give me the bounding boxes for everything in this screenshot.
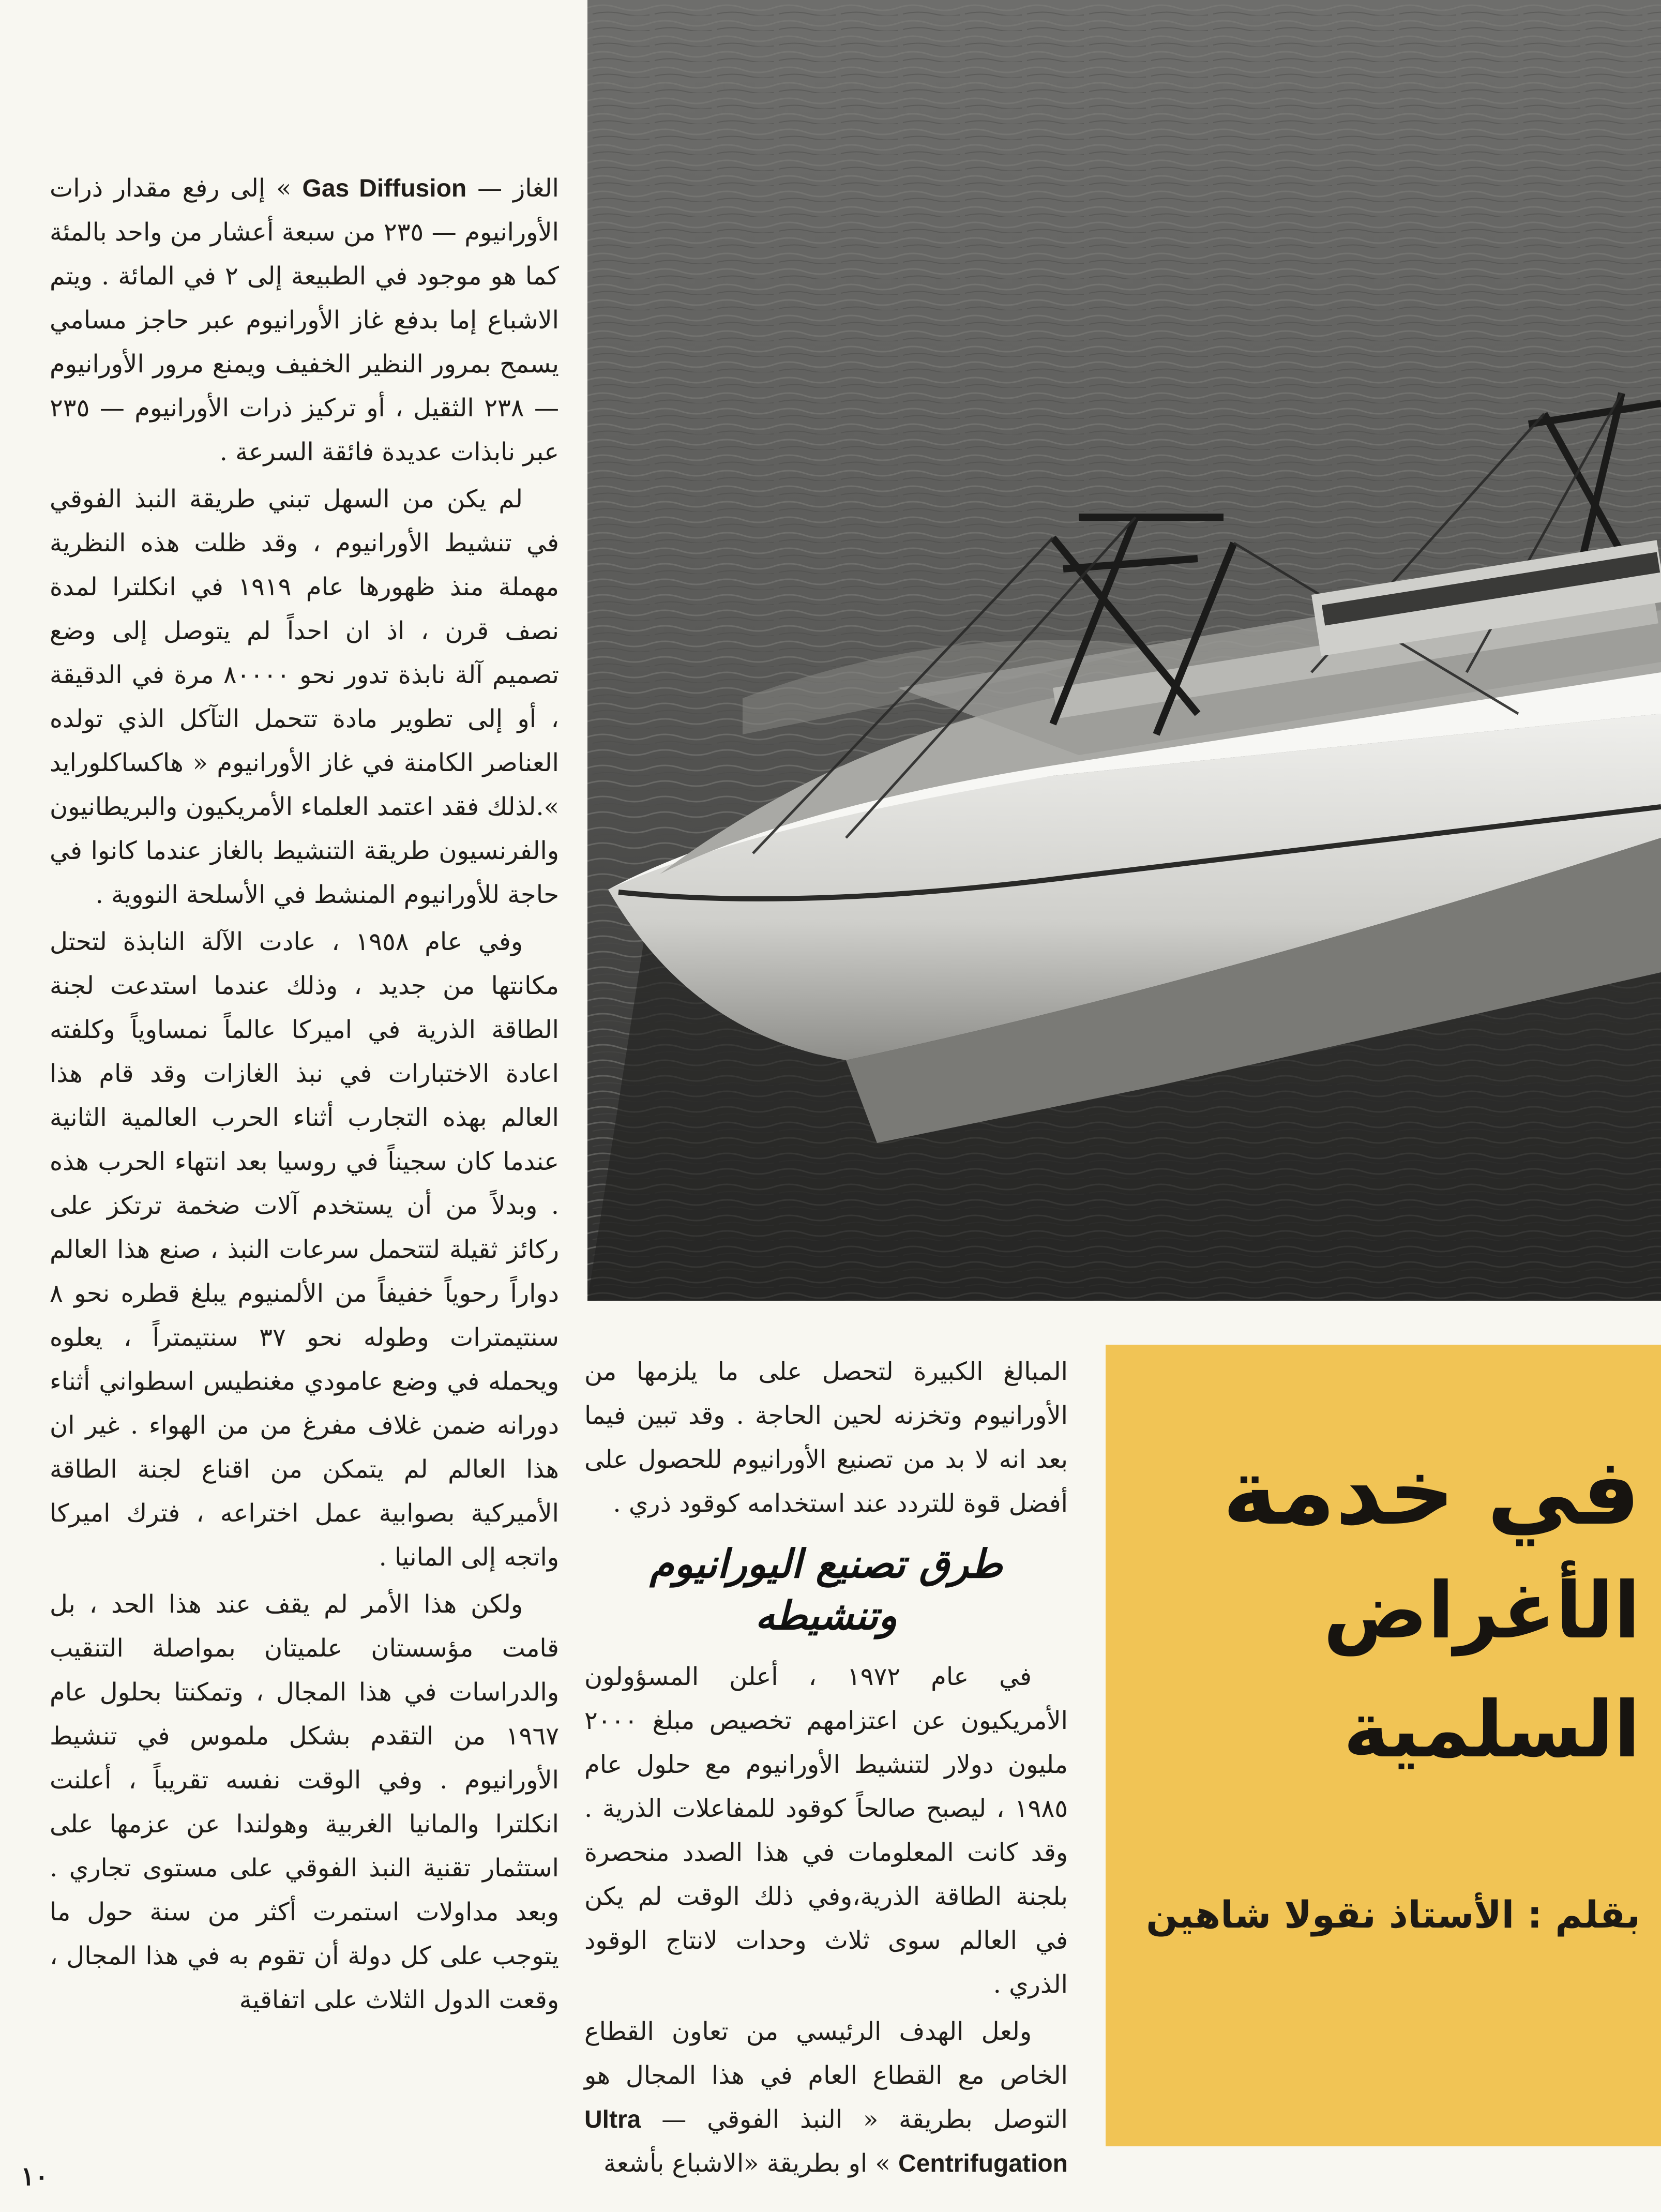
paragraph-1 [50, 167, 559, 474]
title-line-1: في خدمة [1222, 1438, 1640, 1545]
paragraph-1-rest: » إلى رفع مقدار ذرات الأورانيوم — ٢٣٥ من سبعة أعشار من واحد بالمئة كما هو موجود في الطبيعة إلى ٢ في المائة . ويتم الاشباع إما بدفع غاز الأورانيوم عبر حاجز مسامي يسمح بمرور النظير الخفيف ويمنع مرور الأورانيوم — ٢٣٨ الثقيل ، أو تركيز ذرات الأورانيوم — ٢٣٥ عبر نابذات عديدة فائقة السرعة . [50, 174, 560, 467]
article-column-right [50, 167, 559, 2025]
paragraph-6: في عام ١٩٧٢ ، أعلن المسؤولون الأمريكيون عن اعتزامهم تخصيص مبلغ ٢٠٠٠ مليون دولار لتنشيط الأورانيوم مع حلول عام ١٩٨٥ ، ليصبح صالحاً كوقود للمفاعلات الذرية . وقد كانت المعلومات في هذا الصدد منحصرة بلجنة الطاقة الذرية،وفي ذلك الوقت لم يكن في العالم سوى ثلاث وحدات لانتاج الوقود الذري . [584, 1662, 1068, 1999]
paragraph-7 [584, 2010, 1068, 2186]
article-column-middle [584, 1350, 1068, 2189]
paragraph-2: لم يكن من السهل تبني طريقة النبذ الفوقي في تنشيط الأورانيوم ، وقد ظلت هذه النظرية مهملة منذ ظهورها عام ١٩١٩ في انكلترا لمدة نصف قرن ، اذ ان احداً لم يتوصل إلى وضع تصميم آلة نابذة تدور نحو ٨٠٠٠٠ مرة في الدقيقة ، أو إلى تطوير مادة تتحمل التآكل الذي تولده العناصر الكامنة في غاز الأورانيوم « هاكساكلورايد ».لذلك فقد اعتمد العلماء الأمريكيون والبريطانيون والفرنسيون طريقة التنشيط بالغاز عندما كانوا في حاجة للأورانيوم المنشط في الأسلحة النووية . [50, 485, 560, 909]
author-byline: بقلم : الأستاذ نقولا شاهين [1146, 1893, 1640, 1936]
section-heading: طرق تصنيع اليورانيوم وتنشيطه [650, 1541, 1003, 1638]
paragraph-3: وفي عام ١٩٥٨ ، عادت الآلة النابذة لتحتل مكانتها من جديد ، وذلك عندما استدعت لجنة الطاقة الذرية في اميركا عالماً نمساوياً وكلفته اعادة الاختبارات في نبذ الغازات وقد قام هذا العالم بهذه التجارب أثناء الحرب العالمية الثانية عندما كان سجيناً في روسيا بعد انتهاء الحرب هذه . وبدلاً من أن يستخدم آلات ضخمة ترتكز على ركائز ثقيلة لتتحمل سرعات النبذ ، صنع هذا العالم دواراً رحوياً خفيفاً من الألمنيوم يبلغ قطره نحو ٨ سنتيمترات وطوله نحو ٣٧ سنتيمتراً ، يعلوه ويحمله في وضع عامودي مغنطيس اسطواني أثناء دورانه ضمن غلاف مفرغ من من الهواء . غير ان هذا العالم لم يتمكن من اقناع لجنة الطاقة الأميركية بصوابية عمل اختراعه ، فترك اميركا واتجه إلى المانيا . [50, 927, 559, 1572]
gas-diffusion-term: Gas Diffusion [302, 175, 467, 202]
ship-photo [587, 0, 1661, 1301]
page-number: ١٠ [21, 2161, 49, 2191]
ultra-centrifugation-term: Ultra Centrifugation [584, 2106, 1068, 2177]
title-line-2: الأغراض السلمية [1323, 1566, 1640, 1775]
paragraph-5: المبالغ الكبيرة لتحصل على ما يلزمها من الأورانيوم وتخزنه لحين الحاجة . وقد تبين فيما بعد انه لا بد من تصنيع الأورانيوم للحصول على أفضل قوة للتردد عند استخدامه كوقود ذري . [584, 1357, 1068, 1518]
paragraph-4: ولكن هذا الأمر لم يقف عند هذا الحد ، بل قامت مؤسستان علميتان بمواصلة التنقيب والدراسات في هذا المجال ، وتمكنتا بحلول عام ١٩٦٧ من التقدم بشكل ملموس في تنشيط الأورانيوم . وفي الوقت نفسه تقريباً ، أعلنت انكلترا والمانيا الغربية وهولندا عن عزمها على استثمار تقنية النبذ الفوقي على مستوى تجاري . وبعد مداولات استمرت أكثر من سنة حول ما يتوجب على كل دولة أن تقوم به في هذا المجال ، وقعت الدول الثلاث على اتفاقية [50, 1590, 560, 2014]
paragraph-7-start: ولعل الهدف الرئيسي من تعاون القطاع الخاص مع القطاع العام في هذا المجال هو التوصل بطريقة « النبذ الفوقي — [584, 2017, 1068, 2134]
paragraph-1-start: الغاز — [466, 174, 560, 203]
article-title [1106, 1433, 1640, 1789]
title-box [1106, 1345, 1661, 2146]
paragraph-7-rest: » او بطريقة «الاشباع بأشعة [603, 2149, 899, 2178]
